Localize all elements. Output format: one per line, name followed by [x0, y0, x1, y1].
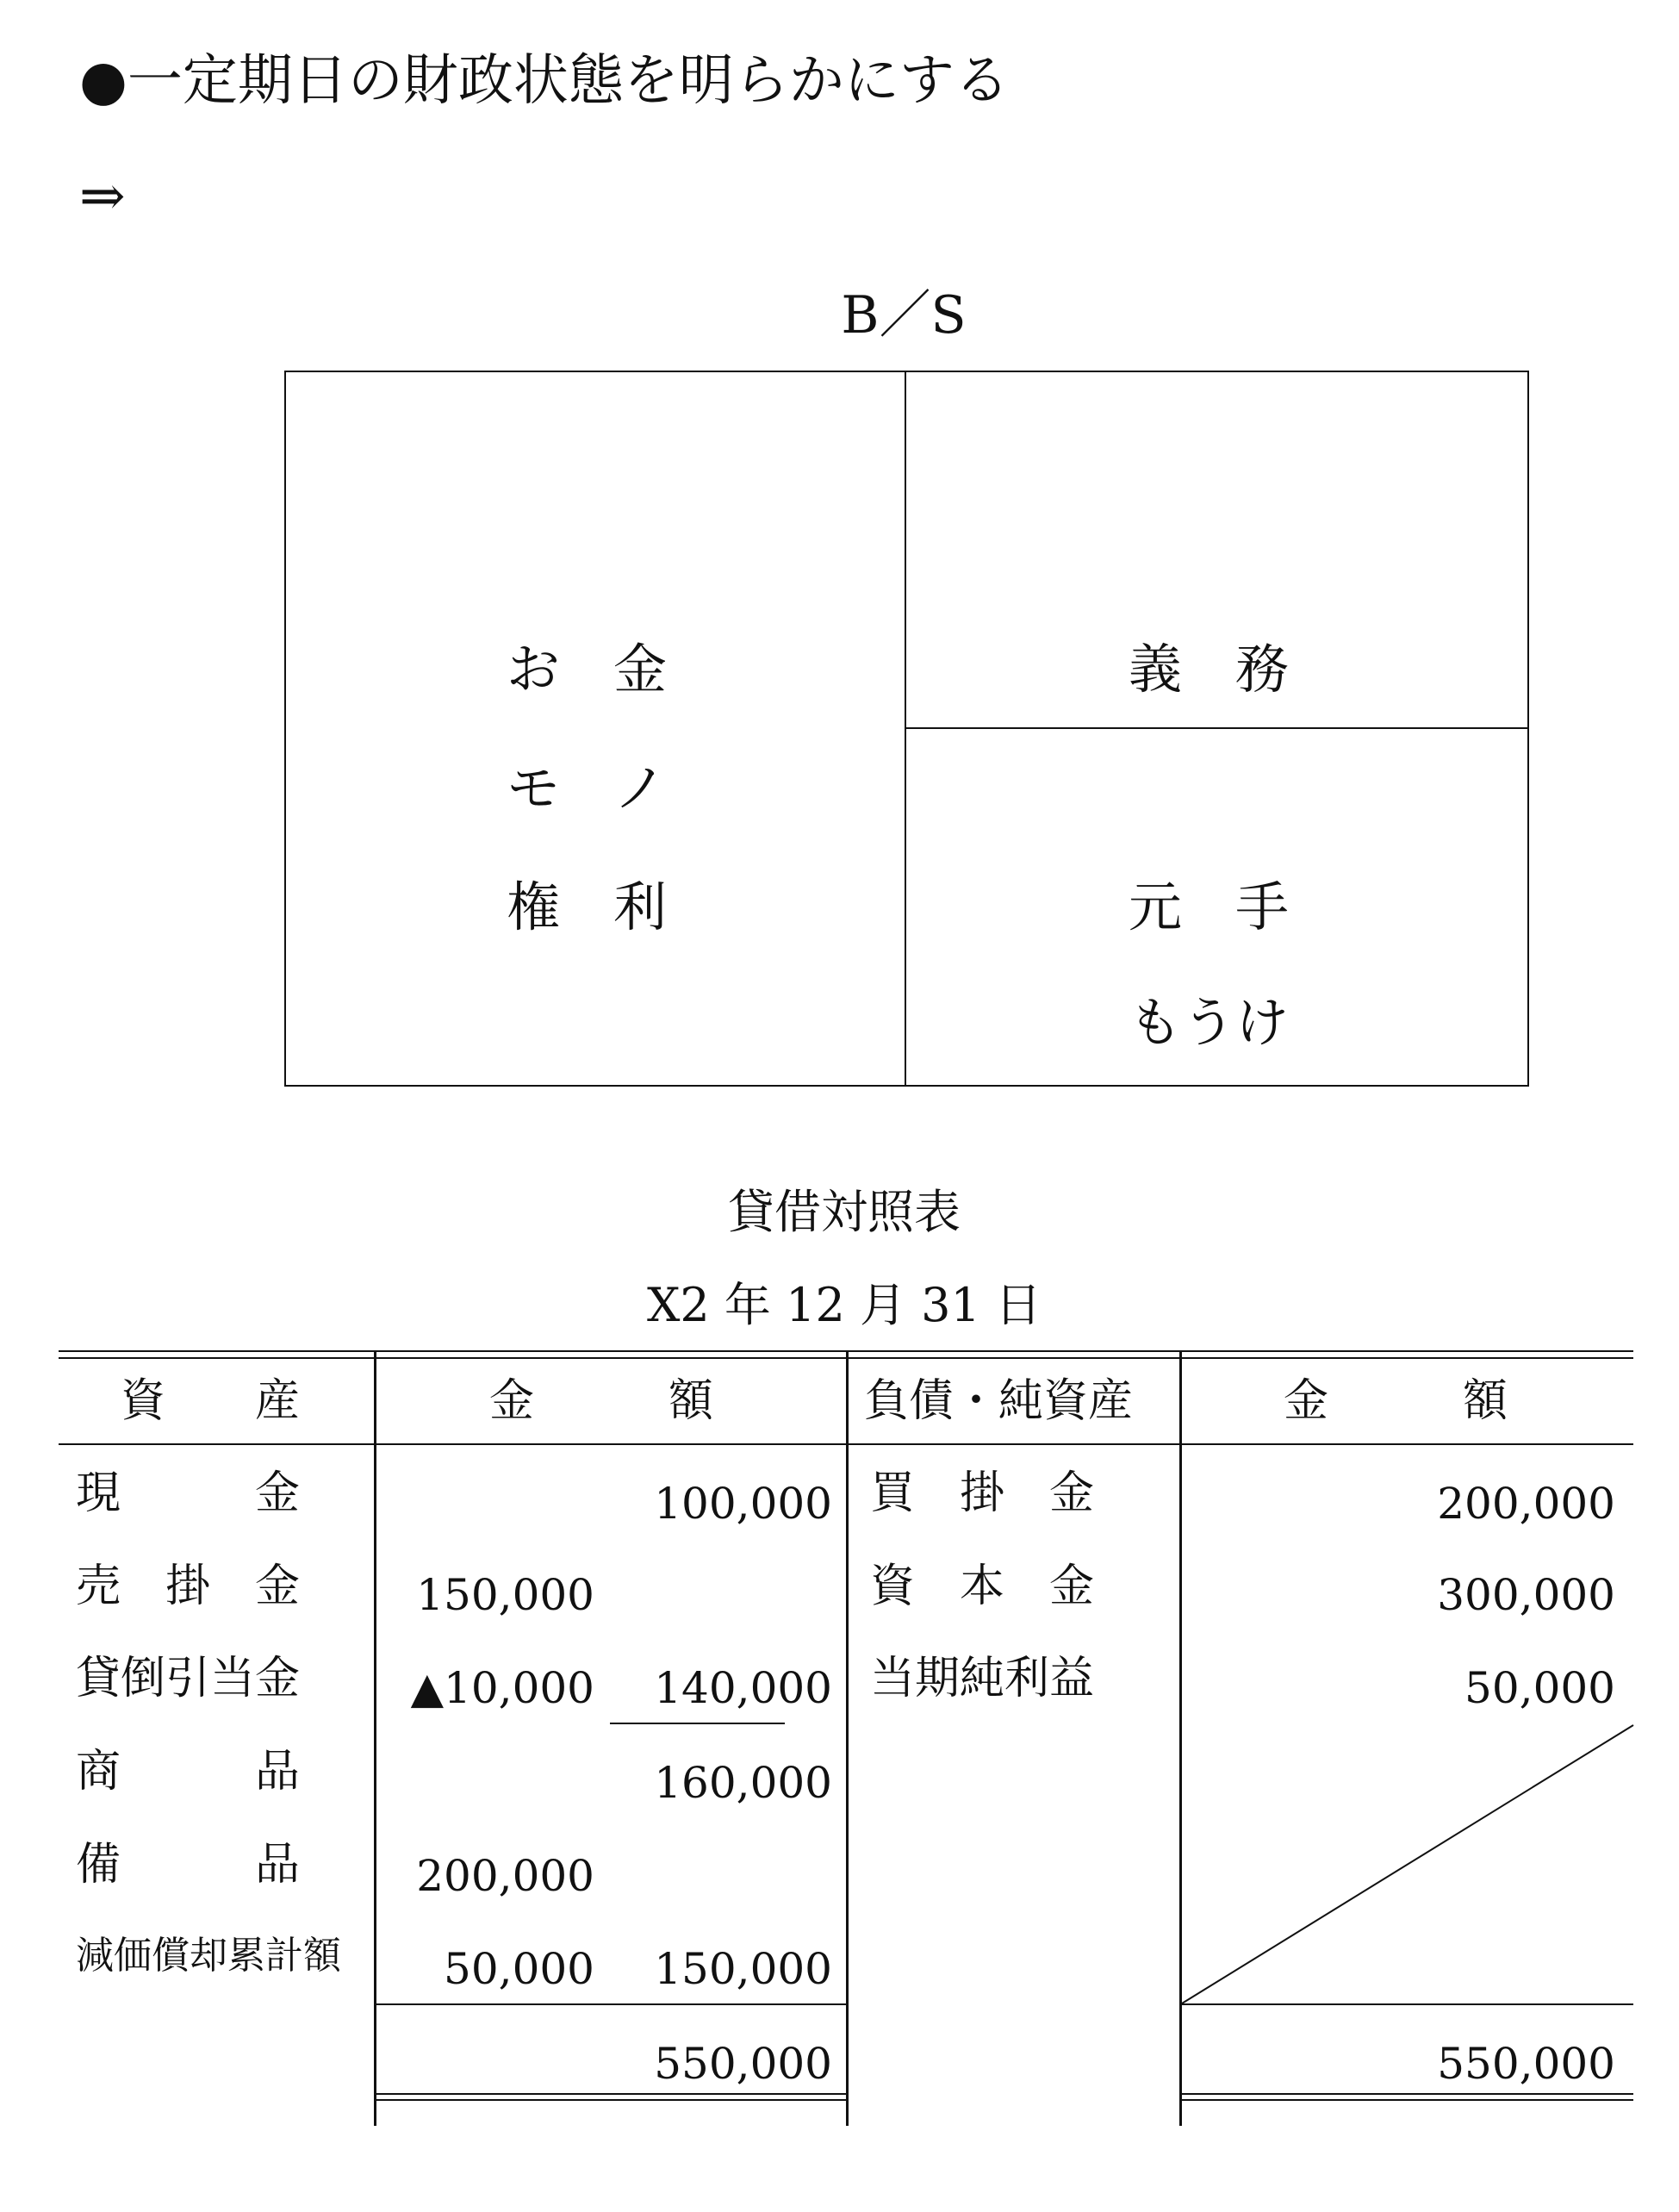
asset-amount-receivable-net: 140,000 [654, 1663, 832, 1713]
asset-label-cash: 現 金 [76, 1467, 301, 1519]
bs-item-obligations: 義 務 [1129, 638, 1290, 701]
page-heading: ●一定期日の財政状態を明らかにする [79, 49, 1010, 113]
liability-label-capital: 資 本 金 [870, 1561, 1095, 1612]
liability-amount-net-income: 50,000 [1464, 1663, 1615, 1713]
asset-sub-depreciation: 50,000 [444, 1944, 594, 1994]
asset-label-receivable: 売 掛 金 [76, 1561, 301, 1612]
bs-item-rights: 権 利 [507, 875, 668, 938]
asset-amount-equipment-net: 150,000 [654, 1944, 832, 1994]
liability-label-payable: 買 掛 金 [870, 1467, 1095, 1519]
bs-item-capital: 元 手 [1129, 875, 1290, 938]
header-amount-left: 金 額 [489, 1375, 714, 1427]
asset-label-allowance: 貸倒引当金 [76, 1653, 301, 1704]
header-liabilities: 負債・純資産 [864, 1375, 1134, 1427]
asset-label-depreciation: 減価償却累計額 [76, 1934, 341, 1978]
asset-amount-merchandise: 160,000 [654, 1758, 832, 1808]
liability-label-net-income: 当期純利益 [870, 1653, 1095, 1704]
bs-item-profit: もうけ [1129, 991, 1290, 1054]
bs-item-goods: モ ノ [507, 757, 668, 819]
asset-sub-receivable: 150,000 [416, 1570, 594, 1620]
statement-title: 貸借対照表 [728, 1185, 961, 1239]
total-assets: 550,000 [654, 2039, 832, 2089]
bs-item-money: お 金 [507, 638, 668, 701]
asset-sub-allowance: ▲10,000 [410, 1663, 594, 1713]
bs-diagram-title: B／S [841, 285, 967, 346]
asset-amount-cash: 100,000 [654, 1479, 832, 1529]
implies-arrow: ⇒ [79, 165, 126, 228]
header-amount-right: 金 額 [1284, 1375, 1508, 1427]
header-assets: 資 産 [121, 1375, 301, 1427]
asset-label-merchandise: 商 品 [76, 1746, 301, 1798]
liability-amount-capital: 300,000 [1437, 1570, 1615, 1620]
asset-sub-equipment: 200,000 [416, 1851, 594, 1901]
asset-label-equipment: 備 品 [76, 1839, 301, 1891]
statement-date: X2 年 12 月 31 日 [646, 1278, 1042, 1332]
total-liabilities-equity: 550,000 [1437, 2039, 1615, 2089]
liability-amount-payable: 200,000 [1437, 1479, 1615, 1529]
